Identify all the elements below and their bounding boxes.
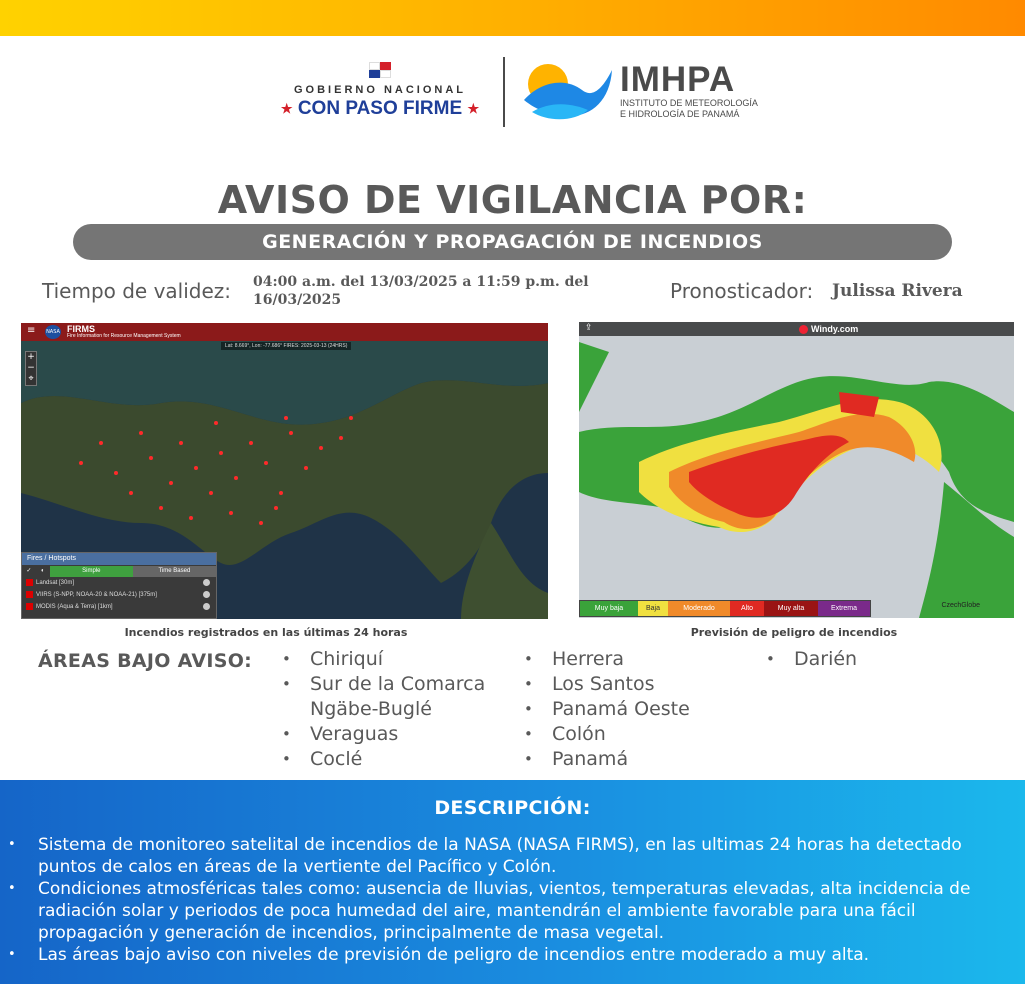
share-icon[interactable]: ⇪ xyxy=(585,323,593,333)
validity-label: Tiempo de validez: xyxy=(42,279,232,303)
legend-muy-baja: Muy baja xyxy=(580,601,638,616)
legend-moderado: Moderado xyxy=(668,601,730,616)
gob-line2 xyxy=(268,98,492,120)
list-item: • Sur de la Comarca Ngäbe-Buglé xyxy=(282,672,532,722)
list-item: • Coclé xyxy=(282,747,532,772)
windy-logo xyxy=(799,324,858,334)
windy-top-bar xyxy=(579,322,1014,336)
areas-list-col1 xyxy=(282,647,532,772)
windy-map-caption: Previsión de peligro de incendios xyxy=(690,626,898,639)
layer-label: MODIS (Aqua & Terra) [1km] xyxy=(36,604,113,610)
layer-row[interactable] xyxy=(22,601,216,613)
validity-value: 04:00 a.m. del 13/03/2025 a 11:59 p.m. del 16/03/2025 xyxy=(253,274,589,308)
hotspots-panel xyxy=(21,552,217,619)
star-icon: ★ xyxy=(280,100,293,116)
fire-danger-legend xyxy=(579,600,871,617)
windy-map xyxy=(579,322,1014,618)
top-gradient-bar xyxy=(0,0,1025,36)
layer-label: Landsat [30m] xyxy=(36,580,75,586)
forecaster-name: Julissa Rivera xyxy=(832,281,963,301)
firms-title: FIRMS xyxy=(67,324,95,334)
description-title: DESCRIPCIÓN: xyxy=(434,797,591,819)
menu-icon[interactable]: ≡ xyxy=(27,325,36,336)
gob-slogan: CON PASO FIRME xyxy=(297,98,463,119)
hotspots-tabs xyxy=(22,566,216,577)
zoom-out-icon[interactable]: − xyxy=(27,363,35,373)
imhpa-sub1: INSTITUTO DE METEOROLOGÍA xyxy=(620,98,758,108)
windy-logo-text: Windy.com xyxy=(811,324,859,334)
description-item: • Las áreas bajo aviso con niveles de previsión de peligro de incendios entre moderado a muy alta. xyxy=(8,944,1008,966)
info-icon[interactable] xyxy=(203,579,210,586)
windy-dot-icon xyxy=(799,325,808,334)
areas-list-col2 xyxy=(524,647,744,772)
header-divider xyxy=(503,57,505,127)
fire-danger-map-image xyxy=(579,322,1014,618)
map-credit: CzechGlobe xyxy=(941,602,980,609)
imhpa-sub2: E HIDROLOGÍA DE PANAMÁ xyxy=(620,109,740,119)
panama-flag-icon xyxy=(369,62,391,78)
tab-simple[interactable]: Simple xyxy=(50,566,133,577)
layer-swatch xyxy=(26,591,33,598)
info-icon[interactable] xyxy=(203,603,210,610)
areas-list-col3 xyxy=(766,647,966,672)
info-icon[interactable] xyxy=(203,591,210,598)
legend-extrema: Extrema xyxy=(818,601,870,616)
layer-label: VIIRS (S-NPP, NOAA-20 & NOAA-21) [375m] xyxy=(36,592,157,598)
list-item: • Darién xyxy=(766,647,966,672)
layer-swatch xyxy=(26,603,33,610)
list-item: • Los Santos xyxy=(524,672,744,697)
description-item: • Sistema de monitoreo satelital de incendios de la NASA (NASA FIRMS), en las ultimas 24 horas ha detectado puntos de calos en áreas de la vertiente del Pacífico y Colón. xyxy=(8,834,1008,878)
layer-row[interactable] xyxy=(22,577,216,589)
firms-header-bar xyxy=(21,323,548,341)
firms-map-caption: Incendios registrados en las últimas 24 horas xyxy=(124,626,408,639)
gobierno-logo xyxy=(268,62,492,120)
layer-swatch xyxy=(26,579,33,586)
firms-subtitle: Fire Information for Resource Management System xyxy=(67,333,181,339)
imhpa-logo-icon xyxy=(522,60,614,126)
location-pin-icon[interactable]: ⌖ xyxy=(28,374,34,384)
list-item: • Colón xyxy=(524,722,744,747)
description-list xyxy=(8,834,1008,966)
forecaster-label: Pronosticador: xyxy=(670,279,814,303)
nasa-logo-icon: NASA xyxy=(45,325,61,339)
check-icon[interactable]: ✓ xyxy=(26,568,32,574)
firms-map xyxy=(21,323,548,619)
legend-baja: Baja xyxy=(638,601,668,616)
imhpa-name: IMHPA xyxy=(620,60,736,99)
hotspots-panel-title: Fires / Hotspots xyxy=(22,553,216,565)
zoom-in-icon[interactable]: + xyxy=(27,352,35,362)
list-item: • Chiriquí xyxy=(282,647,532,672)
legend-muy-alta: Muy alta xyxy=(764,601,818,616)
page-title: AVISO DE VIGILANCIA POR: xyxy=(217,178,808,222)
page-subtitle: GENERACIÓN Y PROPAGACIÓN DE INCENDIOS xyxy=(73,224,952,260)
list-item: • Veraguas xyxy=(282,722,532,747)
list-item: • Panamá Oeste xyxy=(524,697,744,722)
star-icon: ★ xyxy=(467,100,480,116)
layer-row[interactable] xyxy=(22,589,216,601)
zoom-controls xyxy=(25,351,37,386)
list-item: • Panamá xyxy=(524,747,744,772)
gob-line1: GOBIERNO NACIONAL xyxy=(294,84,466,96)
description-item: • Condiciones atmosféricas tales como: ausencia de lluvias, vientos, temperaturas elevadas, alta incidencia de radiación solar y periodos de poca humedad del aire, mantendrán el ambiente favorable para una fácil propagación y generación de incendios, principalmente de masa vegetal. xyxy=(8,878,1008,944)
list-item: • Herrera xyxy=(524,647,744,672)
contrast-icon[interactable]: ◐ xyxy=(40,568,45,574)
areas-label: ÁREAS BAJO AVISO: xyxy=(38,650,253,672)
coordinate-readout: Lat: 8.669°, Lon: -77.686° FIRES: 2025-03-13 (24HRS) xyxy=(221,342,351,350)
imhpa-wordmark xyxy=(620,62,758,120)
legend-alto: Alto xyxy=(730,601,764,616)
tab-time-based[interactable]: Time Based xyxy=(133,566,216,577)
